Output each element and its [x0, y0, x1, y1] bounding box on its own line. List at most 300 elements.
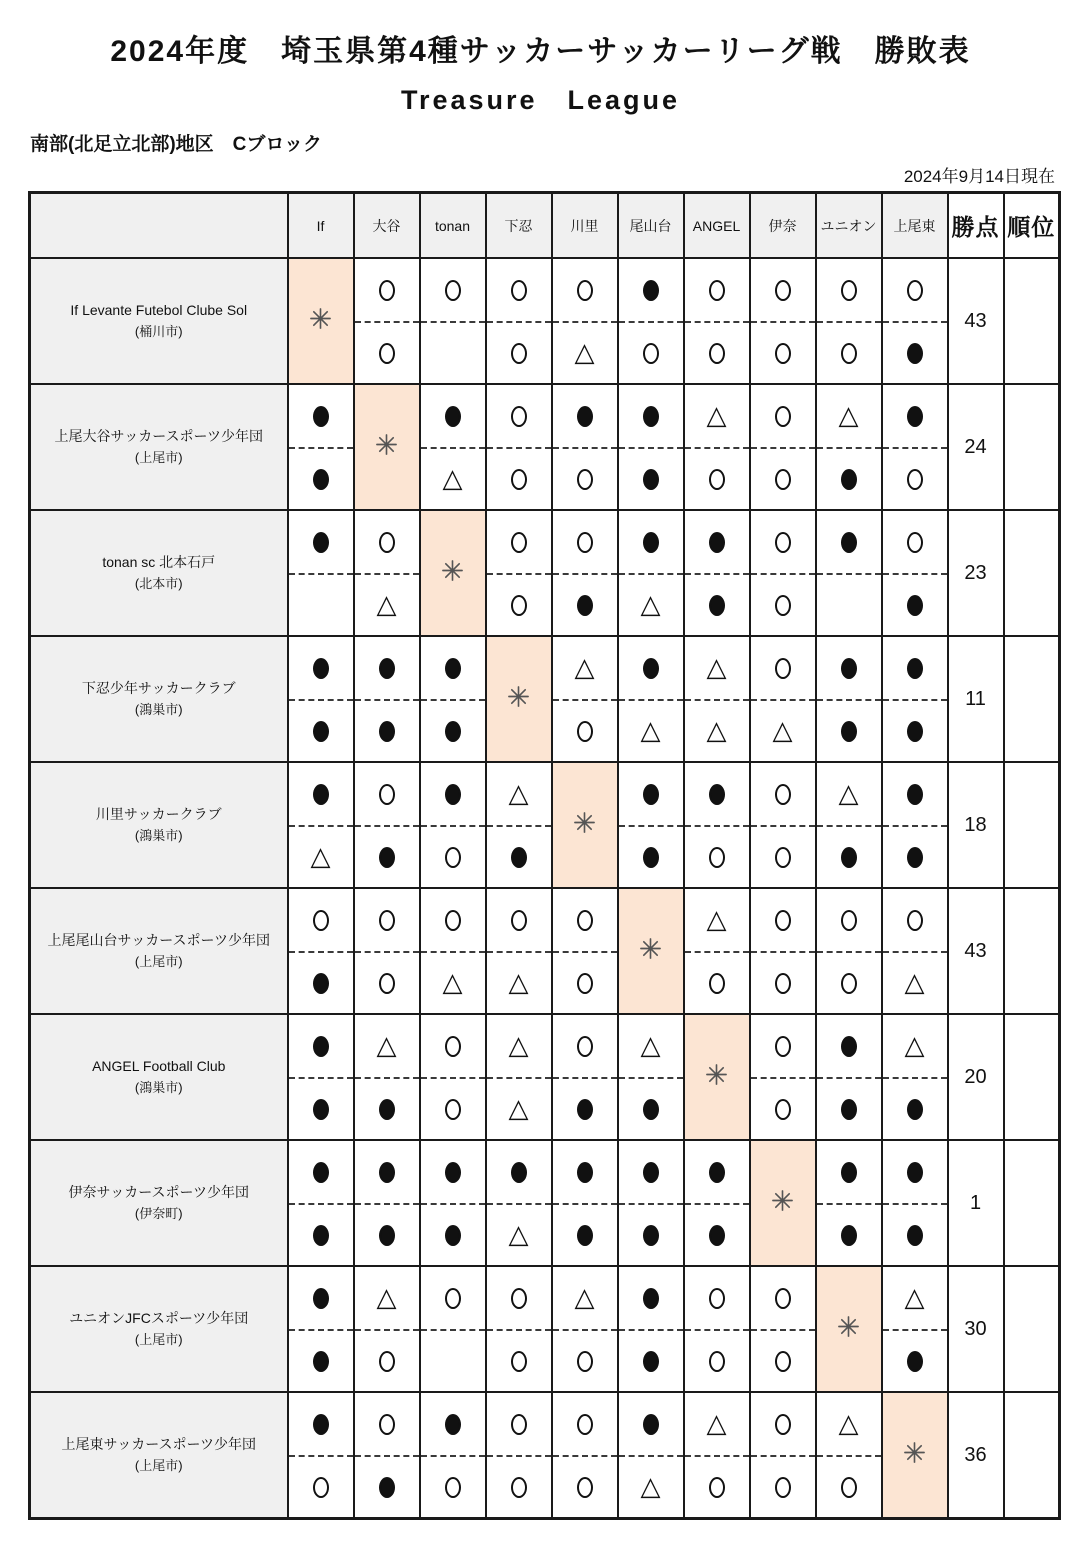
result-cell	[684, 258, 750, 384]
win-mark	[775, 280, 791, 301]
win-mark	[775, 1351, 791, 1372]
points-cell: 30	[948, 1266, 1004, 1392]
win-mark	[841, 910, 857, 931]
second-leg-result	[487, 1329, 551, 1391]
loss-mark	[643, 406, 659, 427]
second-leg-result	[487, 951, 551, 1013]
win-mark	[907, 469, 923, 490]
second-leg-result	[553, 1329, 617, 1391]
team-city: (上尾市)	[134, 1457, 183, 1473]
points-cell: 43	[948, 888, 1004, 1014]
result-cell	[684, 888, 750, 1014]
loss-mark	[841, 847, 857, 868]
team-name: ANGEL Football Club	[92, 1058, 226, 1075]
second-leg-result	[355, 951, 419, 1013]
win-mark	[445, 280, 461, 301]
loss-mark	[841, 721, 857, 742]
loss-mark	[445, 1162, 461, 1183]
loss-mark	[313, 1099, 329, 1120]
points-header: 勝点	[948, 193, 1004, 259]
self-cell	[486, 636, 552, 762]
second-leg-result	[685, 699, 749, 761]
self-cell	[750, 1140, 816, 1266]
result-cell	[750, 1014, 816, 1140]
result-cell	[552, 258, 618, 384]
second-leg-result	[289, 699, 353, 761]
result-cell	[618, 1266, 684, 1392]
self-mark	[903, 1441, 926, 1464]
result-cell	[288, 1266, 354, 1392]
loss-mark	[577, 1162, 593, 1183]
win-mark	[907, 532, 923, 553]
loss-mark	[643, 1162, 659, 1183]
team-city: (桶川市)	[134, 323, 183, 339]
loss-mark	[313, 469, 329, 490]
first-leg-result	[553, 1015, 617, 1077]
win-mark	[775, 343, 791, 364]
first-leg-result	[487, 1141, 551, 1203]
first-leg-result	[289, 1393, 353, 1455]
loss-mark	[445, 1414, 461, 1435]
self-cell	[552, 762, 618, 888]
result-cell	[882, 258, 948, 384]
loss-mark	[709, 595, 725, 616]
second-leg-result	[421, 447, 485, 509]
second-leg-result	[751, 447, 815, 509]
first-leg-result	[883, 259, 947, 321]
win-mark	[577, 910, 593, 931]
first-leg-result	[883, 1141, 947, 1203]
second-leg-result	[355, 573, 419, 635]
first-leg-result	[751, 259, 815, 321]
second-leg-result	[883, 951, 947, 1013]
first-leg-result	[817, 259, 881, 321]
win-mark	[709, 343, 725, 364]
self-mark	[441, 559, 464, 582]
result-cell	[750, 384, 816, 510]
rank-cell	[1004, 1392, 1060, 1519]
team-name-cell	[30, 1266, 288, 1392]
result-cell	[420, 1266, 486, 1392]
loss-mark	[841, 1225, 857, 1246]
win-mark	[775, 595, 791, 616]
first-leg-result	[619, 637, 683, 699]
team-row	[30, 762, 1060, 888]
second-leg-result	[817, 951, 881, 1013]
points-cell: 43	[948, 258, 1004, 384]
result-cell	[552, 636, 618, 762]
second-leg-result	[817, 1077, 881, 1139]
second-leg-result	[751, 699, 815, 761]
draw-mark: △	[508, 779, 529, 809]
opponent-header: 大谷	[354, 193, 420, 259]
first-leg-result	[289, 1015, 353, 1077]
result-cell	[552, 1266, 618, 1392]
self-mark	[507, 685, 530, 708]
draw-mark: △	[442, 968, 463, 998]
team-name-cell	[30, 888, 288, 1014]
team-name: 上尾尾山台サッカースポーツ少年団	[47, 932, 270, 949]
first-leg-result	[289, 1141, 353, 1203]
loss-mark	[313, 1414, 329, 1435]
loss-mark	[907, 343, 923, 364]
team-city: (鴻巣市)	[134, 1079, 183, 1095]
result-cell	[354, 636, 420, 762]
result-cell	[354, 888, 420, 1014]
win-mark	[313, 910, 329, 931]
first-leg-result	[355, 637, 419, 699]
page-title: 2024年度 埼玉県第4種サッカーサッカーリーグ戦 勝敗表	[110, 35, 971, 68]
self-mark	[375, 433, 398, 456]
second-leg-result	[883, 447, 947, 509]
team-row	[30, 1014, 1060, 1140]
loss-mark	[379, 1099, 395, 1120]
win-mark	[445, 1036, 461, 1057]
opponent-header: ユニオン	[816, 193, 882, 259]
result-cell	[288, 1140, 354, 1266]
loss-mark	[643, 532, 659, 553]
draw-mark: △	[574, 1283, 595, 1313]
team-name-cell	[30, 762, 288, 888]
second-leg-result	[421, 699, 485, 761]
result-cell	[552, 1140, 618, 1266]
win-mark	[313, 1477, 329, 1498]
win-mark	[709, 280, 725, 301]
win-mark	[709, 469, 725, 490]
as-of-date: 2024年9月14日現在	[903, 167, 1055, 186]
first-leg-result	[619, 511, 683, 573]
result-cell	[618, 258, 684, 384]
loss-mark	[643, 469, 659, 490]
win-mark	[379, 910, 395, 931]
rank-cell	[1004, 510, 1060, 636]
first-leg-result	[817, 637, 881, 699]
first-leg-result	[355, 1267, 419, 1329]
draw-mark: △	[904, 1283, 925, 1313]
first-leg-result	[421, 889, 485, 951]
result-cell	[816, 384, 882, 510]
win-mark	[511, 1414, 527, 1435]
second-leg-result	[487, 321, 551, 383]
second-leg-result	[487, 1203, 551, 1265]
first-leg-result	[487, 385, 551, 447]
opponent-header: 下忍	[486, 193, 552, 259]
first-leg-result	[817, 1015, 881, 1077]
block-label: 南部(北足立北部)地区 Cブロック	[30, 134, 322, 155]
opponent-header: If	[288, 193, 354, 259]
draw-mark: △	[706, 401, 727, 431]
win-mark	[445, 910, 461, 931]
self-cell	[420, 510, 486, 636]
first-leg-result	[751, 889, 815, 951]
second-leg-result	[619, 321, 683, 383]
first-leg-result	[421, 1015, 485, 1077]
result-cell	[420, 1392, 486, 1519]
result-cell	[288, 762, 354, 888]
first-leg-result	[883, 511, 947, 573]
first-leg-result	[817, 511, 881, 573]
first-leg-result	[553, 1393, 617, 1455]
win-mark	[511, 469, 527, 490]
draw-mark: △	[838, 401, 859, 431]
win-mark	[775, 973, 791, 994]
second-leg-result	[553, 573, 617, 635]
second-leg-result	[751, 825, 815, 887]
team-name: If Levante Futebol Clube Sol	[70, 302, 248, 319]
result-cell	[288, 888, 354, 1014]
loss-mark	[511, 847, 527, 868]
win-mark	[511, 595, 527, 616]
result-cell	[684, 762, 750, 888]
second-leg-result	[883, 321, 947, 383]
draw-mark: △	[706, 653, 727, 683]
rank-cell	[1004, 1266, 1060, 1392]
win-mark	[775, 910, 791, 931]
result-cell	[354, 1392, 420, 1519]
first-leg-result	[619, 1015, 683, 1077]
first-leg-result	[751, 1393, 815, 1455]
second-leg-result	[553, 951, 617, 1013]
win-mark	[577, 973, 593, 994]
rank-cell	[1004, 384, 1060, 510]
team-name-cell	[30, 258, 288, 384]
self-cell	[816, 1266, 882, 1392]
team-name: 上尾大谷サッカースポーツ少年団	[54, 428, 263, 445]
result-cell	[684, 1140, 750, 1266]
win-mark	[907, 910, 923, 931]
second-leg-result	[817, 825, 881, 887]
loss-mark	[313, 1036, 329, 1057]
draw-mark: △	[508, 1031, 529, 1061]
win-mark	[643, 343, 659, 364]
draw-mark: △	[508, 1220, 529, 1250]
second-leg-result	[421, 1455, 485, 1517]
team-name-cell	[30, 384, 288, 510]
first-leg-result	[751, 763, 815, 825]
second-leg-result	[421, 1203, 485, 1265]
first-leg-result	[883, 637, 947, 699]
result-cell	[288, 384, 354, 510]
second-leg-result	[421, 321, 485, 383]
points-cell: 11	[948, 636, 1004, 762]
loss-mark	[577, 406, 593, 427]
second-leg-result	[487, 573, 551, 635]
first-leg-result	[553, 1141, 617, 1203]
loss-mark	[445, 406, 461, 427]
loss-mark	[841, 532, 857, 553]
team-city: (伊奈町)	[134, 1205, 183, 1221]
win-mark	[511, 1477, 527, 1498]
second-leg-result	[421, 825, 485, 887]
team-name: ユニオンJFCスポーツ少年団	[69, 1310, 249, 1327]
win-mark	[841, 973, 857, 994]
first-leg-result	[487, 1015, 551, 1077]
first-leg-result	[487, 889, 551, 951]
first-leg-result	[685, 385, 749, 447]
loss-mark	[907, 595, 923, 616]
win-mark	[775, 784, 791, 805]
second-leg-result	[421, 951, 485, 1013]
loss-mark	[841, 658, 857, 679]
team-name: 下忍少年サッカークラブ	[81, 680, 236, 697]
second-leg-result	[751, 1077, 815, 1139]
first-leg-result	[817, 763, 881, 825]
first-leg-result	[289, 1267, 353, 1329]
result-cell	[816, 762, 882, 888]
team-name: 川里サッカークラブ	[95, 806, 222, 823]
win-mark	[775, 847, 791, 868]
win-mark	[709, 1477, 725, 1498]
second-leg-result	[553, 447, 617, 509]
draw-mark: △	[442, 464, 463, 494]
loss-mark	[643, 847, 659, 868]
loss-mark	[907, 721, 923, 742]
loss-mark	[643, 784, 659, 805]
result-cell	[882, 636, 948, 762]
draw-mark: △	[640, 1472, 661, 1502]
win-mark	[577, 1036, 593, 1057]
result-cell	[420, 636, 486, 762]
loss-mark	[907, 1351, 923, 1372]
opponent-header: 川里	[552, 193, 618, 259]
rank-cell	[1004, 1014, 1060, 1140]
first-leg-result	[553, 511, 617, 573]
first-leg-result	[553, 385, 617, 447]
win-mark	[577, 1477, 593, 1498]
points-cell: 36	[948, 1392, 1004, 1519]
second-leg-result	[685, 1455, 749, 1517]
draw-mark: △	[574, 338, 595, 368]
self-mark	[837, 1315, 860, 1338]
first-leg-result	[817, 1141, 881, 1203]
self-mark	[705, 1063, 728, 1086]
first-leg-result	[883, 385, 947, 447]
second-leg-result	[289, 1077, 353, 1139]
result-cell	[486, 384, 552, 510]
team-city: (北本市)	[134, 575, 183, 591]
first-leg-result	[685, 511, 749, 573]
win-mark	[709, 1351, 725, 1372]
team-row	[30, 384, 1060, 510]
first-leg-result	[553, 637, 617, 699]
result-cell	[420, 1014, 486, 1140]
points-cell: 23	[948, 510, 1004, 636]
draw-mark: △	[376, 1031, 397, 1061]
result-cell	[750, 888, 816, 1014]
first-leg-result	[685, 259, 749, 321]
loss-mark	[841, 1036, 857, 1057]
draw-mark: △	[772, 716, 793, 746]
loss-mark	[313, 973, 329, 994]
result-cell	[354, 1014, 420, 1140]
loss-mark	[709, 532, 725, 553]
win-mark	[511, 1351, 527, 1372]
team-city: (上尾市)	[134, 953, 183, 969]
result-cell	[684, 636, 750, 762]
first-leg-result	[553, 889, 617, 951]
draw-mark: △	[640, 590, 661, 620]
team-name-cell	[30, 636, 288, 762]
first-leg-result	[487, 1267, 551, 1329]
win-mark	[511, 406, 527, 427]
win-mark	[775, 1099, 791, 1120]
result-cell	[552, 1014, 618, 1140]
team-row	[30, 510, 1060, 636]
loss-mark	[709, 784, 725, 805]
first-leg-result	[289, 763, 353, 825]
corner-cell	[30, 193, 288, 259]
first-leg-result	[685, 1267, 749, 1329]
result-cell	[684, 1266, 750, 1392]
first-leg-result	[421, 637, 485, 699]
first-leg-result	[883, 889, 947, 951]
result-cell	[420, 762, 486, 888]
first-leg-result	[883, 1267, 947, 1329]
first-leg-result	[355, 511, 419, 573]
draw-mark: △	[640, 716, 661, 746]
loss-mark	[907, 784, 923, 805]
win-mark	[841, 1477, 857, 1498]
result-cell	[816, 510, 882, 636]
second-leg-result	[883, 573, 947, 635]
loss-mark	[313, 721, 329, 742]
win-mark	[775, 1414, 791, 1435]
result-cell	[354, 762, 420, 888]
second-leg-result	[685, 1203, 749, 1265]
first-leg-result	[751, 637, 815, 699]
second-leg-result	[817, 1455, 881, 1517]
result-cell	[882, 1266, 948, 1392]
result-cell	[486, 1014, 552, 1140]
team-city: (鴻巣市)	[134, 827, 183, 843]
second-leg-result	[553, 699, 617, 761]
loss-mark	[709, 1162, 725, 1183]
result-cell	[486, 888, 552, 1014]
first-leg-result	[355, 259, 419, 321]
team-row	[30, 258, 1060, 384]
team-row	[30, 636, 1060, 762]
loss-mark	[841, 1162, 857, 1183]
result-cell	[618, 762, 684, 888]
opponent-header: 上尾東	[882, 193, 948, 259]
win-mark	[775, 1288, 791, 1309]
second-leg-result	[883, 1329, 947, 1391]
loss-mark	[379, 721, 395, 742]
result-cell	[486, 1140, 552, 1266]
first-leg-result	[487, 511, 551, 573]
first-leg-result	[685, 1393, 749, 1455]
win-mark	[445, 1477, 461, 1498]
win-mark	[775, 532, 791, 553]
win-mark	[775, 1036, 791, 1057]
result-cell	[816, 1140, 882, 1266]
draw-mark: △	[376, 590, 397, 620]
win-mark	[511, 910, 527, 931]
second-leg-result	[355, 825, 419, 887]
win-mark	[511, 343, 527, 364]
result-cell	[420, 384, 486, 510]
result-cell	[552, 510, 618, 636]
result-cell	[750, 1266, 816, 1392]
win-mark	[379, 1351, 395, 1372]
first-leg-result	[487, 259, 551, 321]
first-leg-result	[421, 385, 485, 447]
second-leg-result	[289, 1203, 353, 1265]
second-leg-result	[289, 1329, 353, 1391]
first-leg-result	[619, 1141, 683, 1203]
points-cell: 1	[948, 1140, 1004, 1266]
first-leg-result	[355, 889, 419, 951]
